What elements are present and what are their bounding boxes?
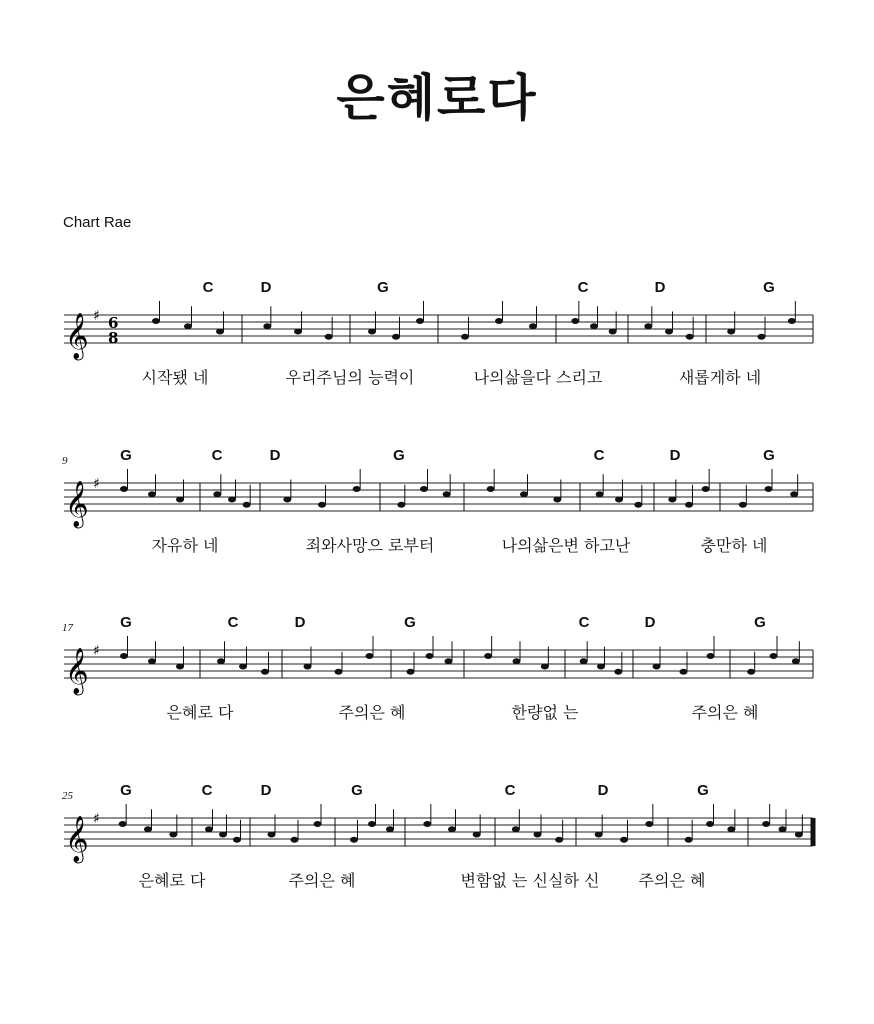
note-head	[595, 832, 603, 838]
note-head	[762, 821, 770, 827]
note-head	[707, 653, 715, 659]
note-head	[645, 821, 653, 827]
lyric-phrase: 주의은 혜	[288, 871, 356, 890]
measure-number: 25	[62, 790, 73, 802]
note-head	[366, 653, 374, 659]
chord-symbol: G	[404, 614, 416, 631]
note-head	[739, 502, 747, 508]
lyric-phrase: 은혜로 다	[166, 703, 234, 722]
chord-symbol: G	[120, 614, 132, 631]
note-head	[325, 334, 333, 340]
note-head	[217, 658, 225, 664]
note-head	[291, 837, 299, 843]
note-head	[529, 323, 537, 329]
note-head	[423, 821, 431, 827]
note-head	[144, 826, 152, 832]
note-head	[392, 334, 400, 340]
lyric-phrase: 나의삶은변 하고난	[501, 536, 631, 555]
treble-clef-icon: 𝄞	[65, 481, 89, 527]
note-head	[119, 821, 127, 827]
chord-symbol: D	[294, 614, 306, 631]
note-head	[609, 329, 617, 335]
note-head	[770, 653, 778, 659]
note-head	[228, 497, 236, 503]
note-head	[553, 497, 561, 503]
note-head	[261, 669, 269, 675]
note-head	[702, 486, 710, 492]
treble-clef-icon: 𝄞	[65, 648, 89, 694]
note-head	[420, 486, 428, 492]
key-sharp-icon: ♯	[93, 811, 100, 827]
note-head	[727, 329, 735, 335]
chord-symbol: G	[377, 279, 389, 296]
note-head	[779, 826, 787, 832]
chord-symbol: G	[697, 782, 709, 799]
note-head	[152, 318, 160, 324]
chord-symbol: G	[393, 447, 405, 464]
lyric-phrase: 자유하 네	[151, 536, 219, 555]
chord-symbol: C	[578, 614, 590, 631]
lyric-phrase: 주의은 혜	[338, 703, 406, 722]
treble-clef-icon: 𝄞	[65, 313, 89, 359]
chord-symbol: C	[504, 782, 516, 799]
chord-symbol: C	[593, 447, 605, 464]
chord-symbol: D	[260, 279, 272, 296]
note-head	[353, 486, 361, 492]
lyric-phrase: 충만하 네	[700, 536, 768, 555]
note-head	[795, 832, 803, 838]
chord-symbol: G	[120, 447, 132, 464]
note-head	[148, 658, 156, 664]
note-head	[614, 669, 622, 675]
key-sharp-icon: ♯	[93, 476, 100, 492]
note-head	[706, 821, 714, 827]
lyric-phrase: 죄와사망으 로부터	[305, 536, 435, 555]
chord-symbol: G	[351, 782, 363, 799]
time-signature-top: 6	[108, 314, 119, 332]
note-head	[473, 832, 481, 838]
note-head	[169, 832, 177, 838]
note-head	[416, 318, 424, 324]
note-head	[219, 832, 227, 838]
note-head	[668, 497, 676, 503]
key-sharp-icon: ♯	[93, 643, 100, 659]
note-head	[665, 329, 673, 335]
chord-symbol: C	[201, 782, 213, 799]
lyric-phrase: 나의삶을다 스리고	[473, 368, 603, 387]
note-head	[176, 664, 184, 670]
note-head	[747, 669, 755, 675]
note-head	[216, 329, 224, 335]
note-head	[407, 669, 415, 675]
note-head	[653, 664, 661, 670]
note-head	[541, 664, 549, 670]
lyric-phrase: 우리주님의 능력이	[285, 368, 415, 387]
note-head	[534, 832, 542, 838]
note-head	[634, 502, 642, 508]
treble-clef-icon: 𝄞	[65, 816, 89, 862]
note-head	[685, 837, 693, 843]
note-head	[233, 837, 241, 843]
note-head	[484, 653, 492, 659]
note-head	[571, 318, 579, 324]
staff-system-3	[60, 612, 820, 762]
lyric-phrase: 새롭게하 네	[678, 368, 762, 387]
note-head	[513, 658, 521, 664]
note-head	[644, 323, 652, 329]
note-head	[487, 486, 495, 492]
note-head	[239, 664, 247, 670]
note-head	[184, 323, 192, 329]
note-head	[263, 323, 271, 329]
note-head	[555, 837, 563, 843]
chord-symbol: G	[763, 279, 775, 296]
note-head	[335, 669, 343, 675]
note-head	[792, 658, 800, 664]
chord-symbol: G	[120, 782, 132, 799]
note-head	[790, 491, 798, 497]
note-head	[386, 826, 394, 832]
note-head	[368, 821, 376, 827]
note-head	[788, 318, 796, 324]
chord-symbol: D	[669, 447, 681, 464]
note-head	[597, 664, 605, 670]
note-head	[461, 334, 469, 340]
measure-number: 9	[62, 455, 68, 467]
staff-system-2	[60, 445, 820, 595]
note-head	[268, 832, 276, 838]
staff-system-1	[60, 275, 820, 425]
note-head	[686, 334, 694, 340]
note-head	[205, 826, 213, 832]
note-head	[448, 826, 456, 832]
note-head	[758, 334, 766, 340]
note-head	[294, 329, 302, 335]
measure-number: 17	[62, 622, 73, 634]
note-head	[680, 669, 688, 675]
lyric-phrase: 변함없 는 신실하 신	[460, 871, 600, 890]
note-head	[512, 826, 520, 832]
note-head	[350, 837, 358, 843]
song-title: 은혜로다	[336, 69, 538, 127]
key-sharp-icon: ♯	[93, 308, 100, 324]
note-head	[596, 491, 604, 497]
chord-symbol: C	[227, 614, 239, 631]
chord-symbol: G	[763, 447, 775, 464]
note-head	[445, 658, 453, 664]
note-head	[620, 837, 628, 843]
note-head	[397, 502, 405, 508]
note-head	[495, 318, 503, 324]
note-head	[213, 491, 221, 497]
note-head	[727, 826, 735, 832]
note-head	[685, 502, 693, 508]
note-head	[120, 486, 128, 492]
time-signature-bottom: 8	[108, 329, 119, 347]
note-head	[590, 323, 598, 329]
note-head	[765, 486, 773, 492]
chord-symbol: C	[211, 447, 223, 464]
chord-symbol: G	[754, 614, 766, 631]
chord-symbol: D	[654, 279, 666, 296]
lyric-phrase: 주의은 혜	[691, 703, 759, 722]
note-head	[314, 821, 322, 827]
lyric-phrase: 한량없 는	[511, 703, 579, 722]
note-head	[176, 497, 184, 503]
staff-system-4	[60, 780, 820, 930]
note-head	[243, 502, 251, 508]
chord-symbol: D	[644, 614, 656, 631]
lyric-phrase: 시작됐 네	[141, 368, 209, 387]
note-head	[520, 491, 528, 497]
note-head	[426, 653, 434, 659]
chord-symbol: D	[260, 782, 272, 799]
chord-symbol: D	[597, 782, 609, 799]
note-head	[148, 491, 156, 497]
note-head	[318, 502, 326, 508]
lyric-phrase: 주의은 혜	[638, 871, 706, 890]
chord-symbol: C	[577, 279, 589, 296]
lyric-phrase: 은혜로 다	[138, 871, 206, 890]
note-head	[304, 664, 312, 670]
note-head	[580, 658, 588, 664]
note-head	[283, 497, 291, 503]
note-head	[615, 497, 623, 503]
chord-symbol: C	[202, 279, 214, 296]
note-head	[120, 653, 128, 659]
chord-symbol: D	[269, 447, 281, 464]
arranger-credit: Chart Rae	[63, 214, 132, 231]
note-head	[368, 329, 376, 335]
note-head	[443, 491, 451, 497]
